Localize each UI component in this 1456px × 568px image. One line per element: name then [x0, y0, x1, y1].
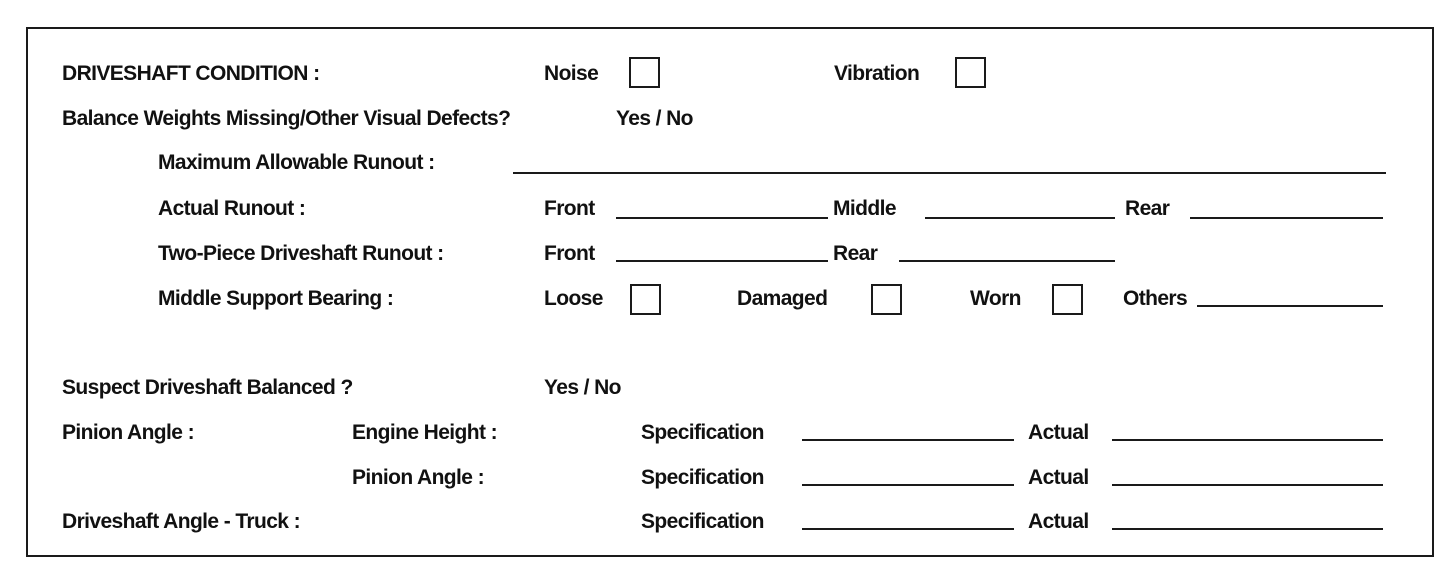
driveshaft-condition-title: DRIVESHAFT CONDITION :: [62, 62, 320, 85]
pinion-angle-label: Pinion Angle :: [352, 466, 484, 489]
actual-runout-label: Actual Runout :: [158, 197, 306, 220]
pinion-angle-spec-label: Specification: [641, 466, 764, 489]
suspect-balanced-yes-no[interactable]: Yes / No: [544, 376, 621, 399]
actual-runout-rear-field[interactable]: [1190, 217, 1383, 219]
loose-checkbox[interactable]: [630, 284, 661, 315]
pinion-angle-spec-field[interactable]: [802, 484, 1014, 486]
driveshaft-angle-actual-field[interactable]: [1112, 528, 1383, 530]
pinion-angle-actual-label: Actual: [1028, 466, 1089, 489]
two-piece-rear-field[interactable]: [899, 260, 1115, 262]
max-allowable-runout-label: Maximum Allowable Runout :: [158, 151, 435, 174]
actual-runout-middle-label: Middle: [833, 197, 896, 220]
driveshaft-angle-truck-title: Driveshaft Angle - Truck :: [62, 510, 301, 533]
driveshaft-angle-spec-field[interactable]: [802, 528, 1014, 530]
engine-height-actual-label: Actual: [1028, 421, 1089, 444]
vibration-label: Vibration: [834, 62, 920, 85]
engine-height-actual-field[interactable]: [1112, 439, 1383, 441]
balance-weights-yes-no[interactable]: Yes / No: [616, 107, 693, 130]
actual-runout-front-label: Front: [544, 197, 595, 220]
others-label: Others: [1123, 287, 1188, 310]
pinion-angle-actual-field[interactable]: [1112, 484, 1383, 486]
two-piece-front-field[interactable]: [616, 260, 828, 262]
noise-label: Noise: [544, 62, 599, 85]
worn-label: Worn: [970, 287, 1021, 310]
engine-height-spec-label: Specification: [641, 421, 764, 444]
actual-runout-middle-field[interactable]: [925, 217, 1115, 219]
noise-checkbox[interactable]: [629, 57, 660, 88]
two-piece-runout-label: Two-Piece Driveshaft Runout :: [158, 242, 444, 265]
engine-height-spec-field[interactable]: [802, 439, 1014, 441]
loose-label: Loose: [544, 287, 603, 310]
suspect-balanced-question: Suspect Driveshaft Balanced ?: [62, 376, 353, 399]
driveshaft-angle-spec-label: Specification: [641, 510, 764, 533]
actual-runout-front-field[interactable]: [616, 217, 828, 219]
pinion-angle-title: Pinion Angle :: [62, 421, 194, 444]
two-piece-rear-label: Rear: [833, 242, 878, 265]
middle-support-bearing-label: Middle Support Bearing :: [158, 287, 394, 310]
two-piece-front-label: Front: [544, 242, 595, 265]
vibration-checkbox[interactable]: [955, 57, 986, 88]
others-field[interactable]: [1197, 305, 1383, 307]
max-allowable-runout-field[interactable]: [513, 172, 1386, 174]
damaged-label: Damaged: [737, 287, 828, 310]
balance-weights-question: Balance Weights Missing/Other Visual Defects?: [62, 107, 511, 130]
driveshaft-angle-actual-label: Actual: [1028, 510, 1089, 533]
actual-runout-rear-label: Rear: [1125, 197, 1170, 220]
engine-height-label: Engine Height :: [352, 421, 497, 444]
worn-checkbox[interactable]: [1052, 284, 1083, 315]
damaged-checkbox[interactable]: [871, 284, 902, 315]
